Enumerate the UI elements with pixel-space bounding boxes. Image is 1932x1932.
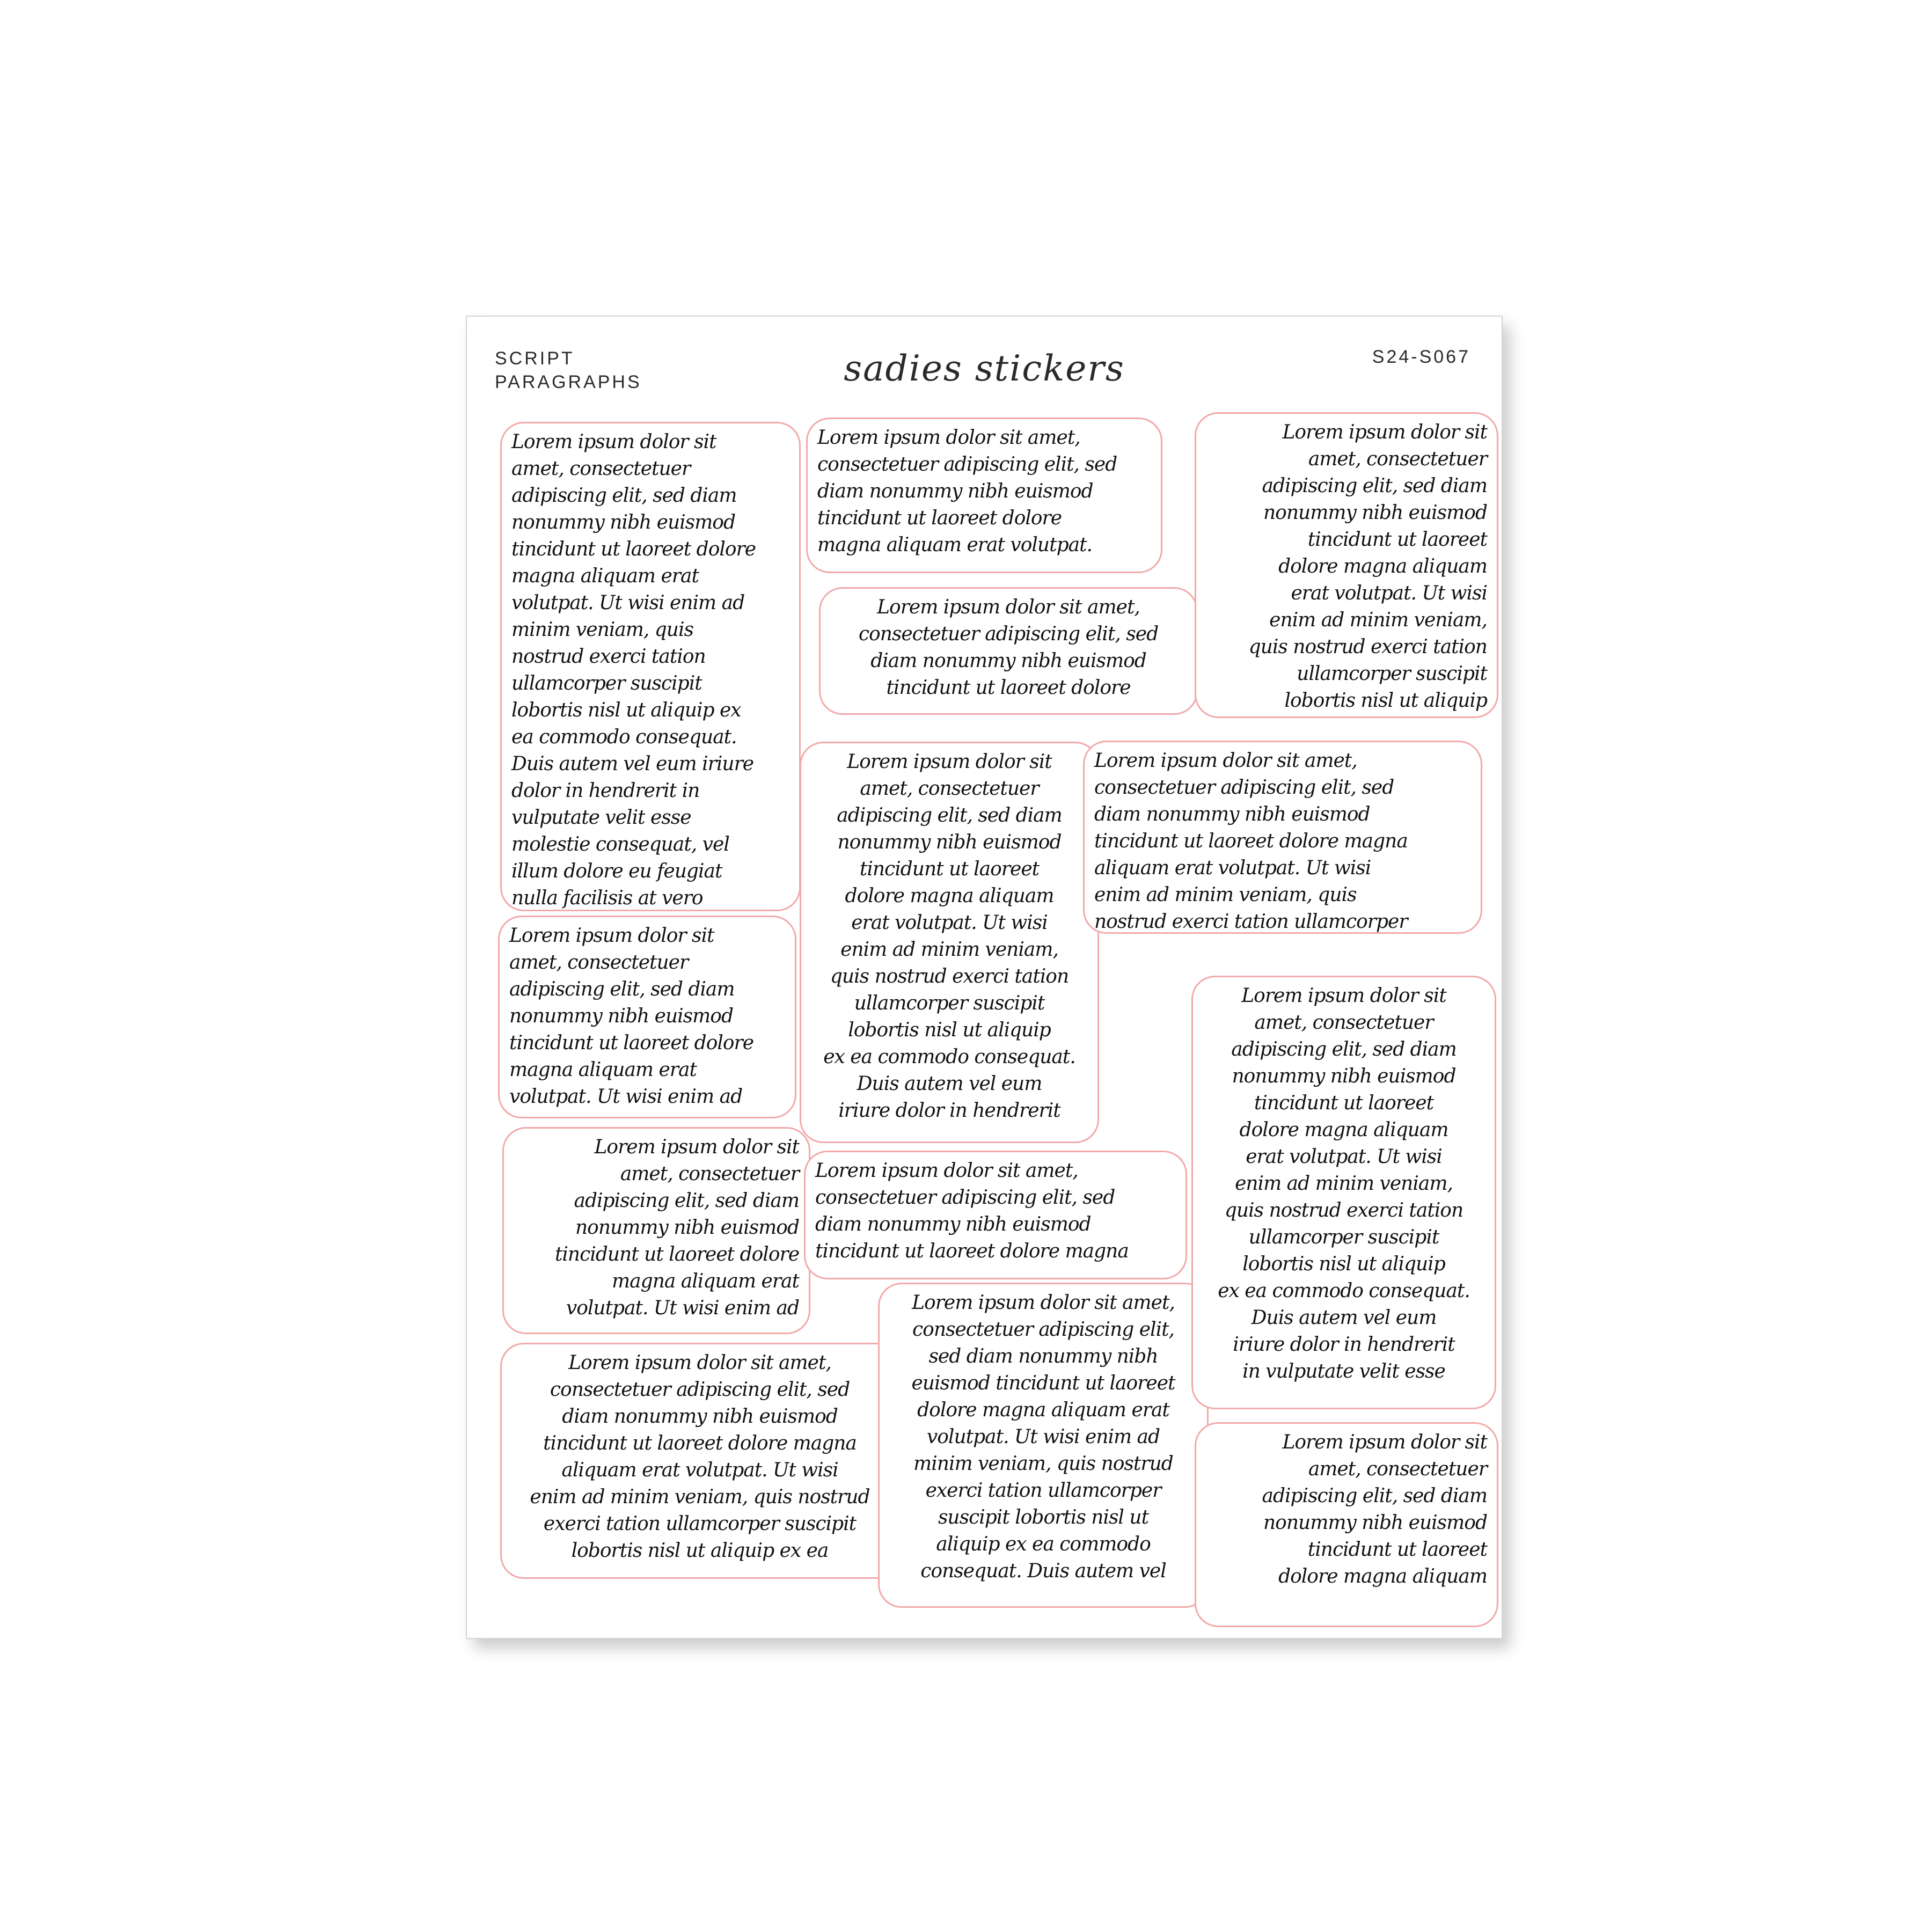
- sticker-6: Lorem ipsum dolor sit amet, consectetuer adipiscing elit, sed diam nonummy nibh euismod tincidunt ut laoreet dolore magna aliquam erat volutpat. Ut wisi enim ad minim veniam, quis nostrud exerci tation ullamcorper: [1083, 741, 1482, 934]
- sticker-9: Lorem ipsum dolor sit amet, consectetuer adipiscing elit, sed diam nonummy nibh euismod tincidunt ut laoreet dolore magna aliquam erat volutpat. Ut wisi enim ad: [502, 1127, 810, 1334]
- sticker-11: Lorem ipsum dolor sit amet, consectetuer adipiscing elit, sed diam nonummy nibh euismod tincidunt ut laoreet dolore magna aliquam erat volutpat. Ut wisi enim ad minim veniam, quis nostrud exerci tation ullamcorper suscipit lobortis nisl ut aliquip ex ea commodo consequat. Duis autem vel: [878, 1283, 1209, 1608]
- sheet-title-line-2: PARAGRAPHS: [495, 372, 642, 392]
- sticker-4: Lorem ipsum dolor sit amet, consectetuer adipiscing elit, sed diam nonummy nibh euismod tincidunt ut laoreet dolore: [819, 587, 1198, 715]
- sticker-sheet: [466, 316, 1503, 1639]
- sticker-8: Lorem ipsum dolor sit amet, consectetuer adipiscing elit, sed diam nonummy nibh euismod tincidunt ut laoreet dolore magna aliquam erat volutpat. Ut wisi enim ad minim veniam, quis nostrud exerci tation ullamcorper suscipit lobortis nisl ut aliquip ex ea commodo consequat. Duis autem vel eum iriure dolor in hendrerit in vulputate velit esse: [1191, 976, 1496, 1409]
- sheet-title-line-1: SCRIPT: [495, 348, 575, 369]
- sticker-1: Lorem ipsum dolor sit amet, consectetuer adipiscing elit, sed diam nonummy nibh euismod tincidunt ut laoreet dolore magna aliquam erat volutpat. Ut wisi enim ad minim veniam, quis nostrud exerci tation ullamcorper suscipit lobortis nisl ut aliquip ex ea commodo consequat. Duis autem vel eum iriure dolor in hendrerit in vulputate velit esse molestie consequat, vel illum dolore eu feugiat nulla facilisis at vero: [500, 422, 801, 911]
- sticker-10: Lorem ipsum dolor sit amet, consectetuer adipiscing elit, sed diam nonummy nibh euismod tincidunt ut laoreet dolore magna: [804, 1151, 1187, 1279]
- sticker-7: Lorem ipsum dolor sit amet, consectetuer adipiscing elit, sed diam nonummy nibh euismod tincidunt ut laoreet dolore magna aliquam erat volutpat. Ut wisi enim ad: [498, 916, 796, 1118]
- sticker-12: Lorem ipsum dolor sit amet, consectetuer adipiscing elit, sed diam nonummy nibh euismod tincidunt ut laoreet dolore magna aliquam erat volutpat. Ut wisi enim ad minim veniam, quis nostrud exerci tation ullamcorper suscipit lobortis nisl ut aliquip ex ea: [500, 1343, 899, 1579]
- brand-logo: sadies stickers: [844, 348, 1125, 389]
- sticker-13: Lorem ipsum dolor sit amet, consectetuer adipiscing elit, sed diam nonummy nibh euismod tincidunt ut laoreet dolore magna aliquam: [1195, 1422, 1498, 1627]
- sticker-3: Lorem ipsum dolor sit amet, consectetuer adipiscing elit, sed diam nonummy nibh euismod tincidunt ut laoreet dolore magna aliquam erat volutpat. Ut wisi enim ad minim veniam, quis nostrud exerci tation ullamcorper suscipit lobortis nisl ut aliquip: [1195, 412, 1498, 718]
- sticker-5: Lorem ipsum dolor sit amet, consectetuer adipiscing elit, sed diam nonummy nibh euismod tincidunt ut laoreet dolore magna aliquam erat volutpat. Ut wisi enim ad minim veniam, quis nostrud exerci tation ullamcorper suscipit lobortis nisl ut aliquip ex ea commodo consequat. Duis autem vel eum iriure dolor in hendrerit: [800, 742, 1099, 1143]
- sticker-2: Lorem ipsum dolor sit amet, consectetuer adipiscing elit, sed diam nonummy nibh euismod tincidunt ut laoreet dolore magna aliquam erat volutpat.: [806, 418, 1162, 573]
- product-code: S24-S067: [1372, 347, 1470, 367]
